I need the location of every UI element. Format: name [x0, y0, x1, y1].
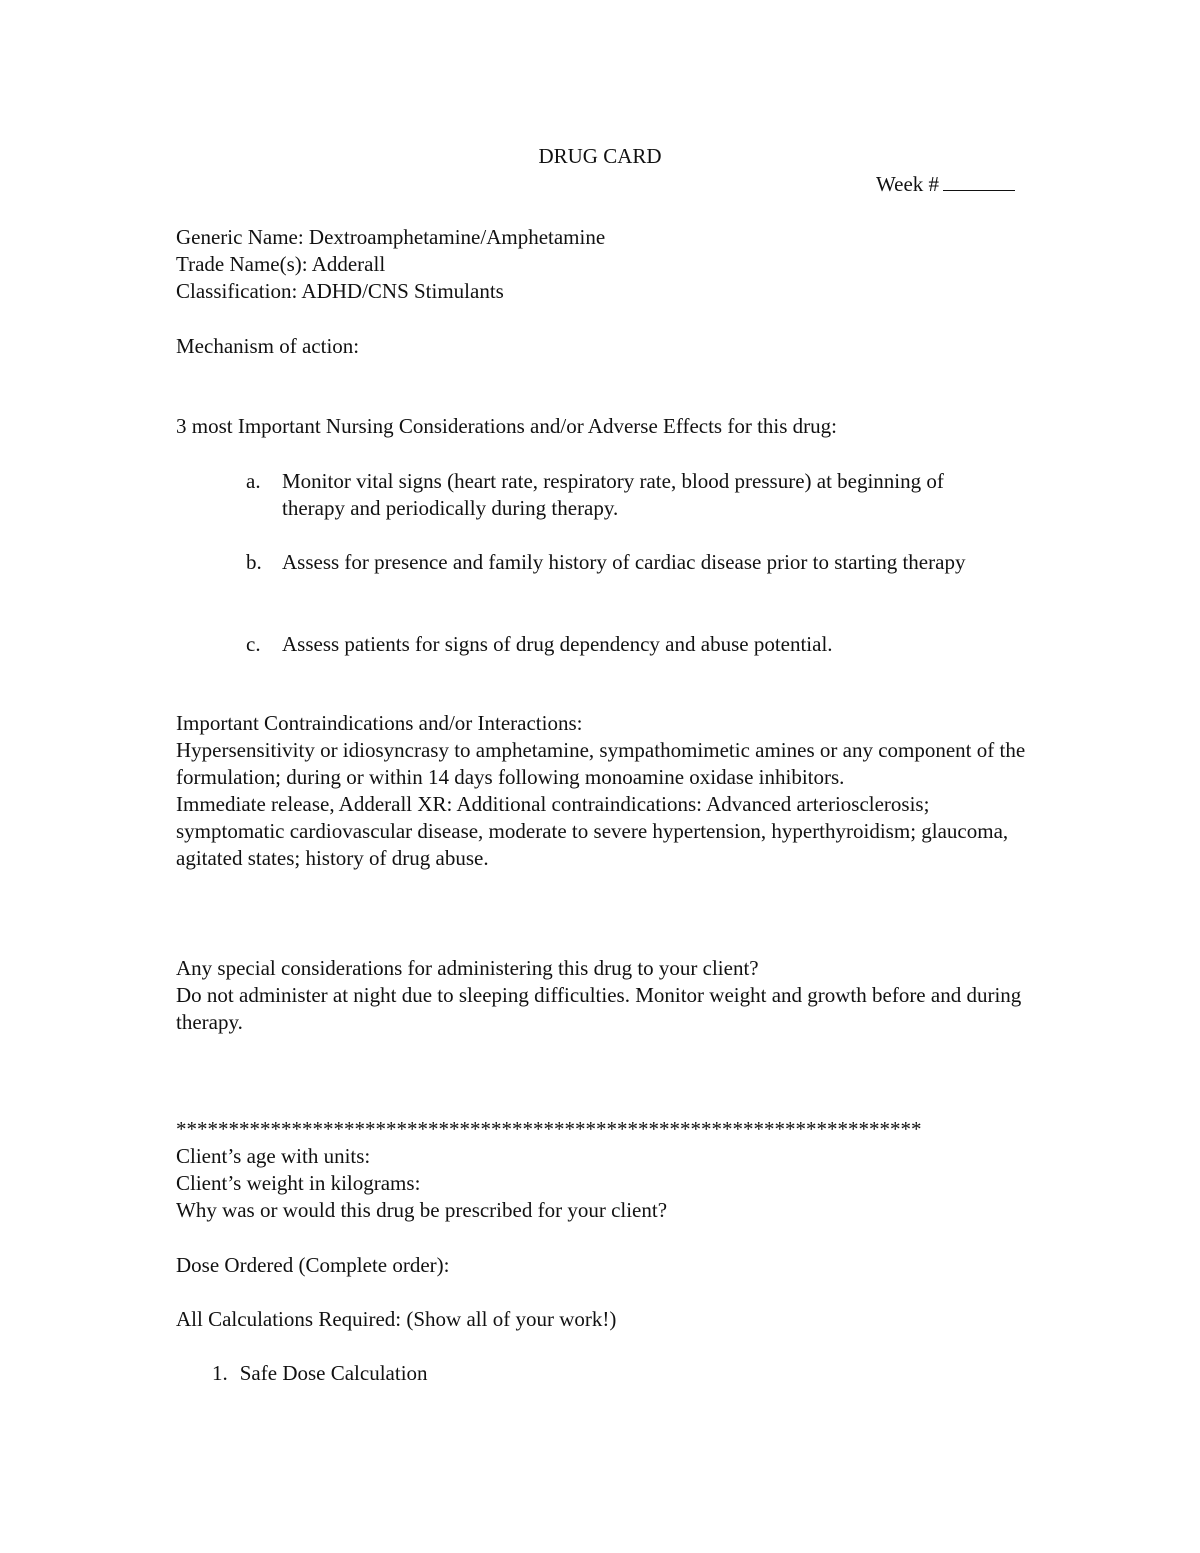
generic-name: Generic Name: Dextroamphetamine/Amphetamine	[176, 225, 606, 249]
list-marker: c.	[246, 632, 261, 656]
contraindications-section	[176, 710, 1036, 872]
week-label: Week #	[876, 172, 940, 196]
contraindications-additional-text: Immediate release, Adderall XR: Additional contraindications: Advanced arteriosclerosis; symptomatic cardiovascular disease, moderate to severe hypertension, hyperthyroidism; glaucoma, agitated states; history of drug abuse.	[176, 792, 1009, 870]
week-number-field	[876, 170, 1015, 198]
section-divider: ***********************************************************************	[176, 1117, 922, 1141]
week-blank-line[interactable]	[943, 170, 1015, 191]
dose-ordered: Dose Ordered (Complete order):	[176, 1253, 450, 1277]
calculation-item-text: Safe Dose Calculation	[239, 1361, 428, 1385]
nursing-item-text: Assess patients for signs of drug dependency and abuse potential.	[282, 632, 833, 656]
list-marker: a.	[246, 469, 261, 493]
nursing-item	[246, 631, 1006, 658]
client-reason: Why was or would this drug be prescribed for your client?	[176, 1198, 668, 1222]
trade-name: Trade Name(s): Adderall	[176, 252, 386, 276]
nursing-item	[246, 549, 1006, 576]
mechanism-of-action: Mechanism of action:	[176, 334, 360, 358]
special-considerations-text: Do not administer at night due to sleeping difficulties. Monitor weight and growth before and during therapy.	[176, 983, 1022, 1034]
list-marker: b.	[246, 550, 262, 574]
nursing-item-text: Monitor vital signs (heart rate, respiratory rate, blood pressure) at beginning of therapy and periodically during therapy.	[282, 469, 944, 520]
special-considerations-heading: Any special considerations for administering this drug to your client?	[176, 956, 759, 980]
contraindications-text: Hypersensitivity or idiosyncrasy to amphetamine, sympathomimetic amines or any component of the formulation; during or within 14 days following monoamine oxidase inhibitors.	[176, 738, 1026, 789]
calculation-item	[212, 1360, 428, 1387]
special-considerations-section	[176, 955, 1036, 1036]
nursing-item	[246, 468, 1006, 522]
nursing-considerations-heading: 3 most Important Nursing Considerations and/or Adverse Effects for this drug:	[176, 414, 838, 438]
page-title: DRUG CARD	[538, 144, 662, 168]
classification: Classification: ADHD/CNS Stimulants	[176, 279, 504, 303]
contraindications-heading: Important Contraindications and/or Interactions:	[176, 711, 583, 735]
list-marker: 1.	[212, 1361, 228, 1385]
nursing-item-text: Assess for presence and family history of cardiac disease prior to starting therapy	[282, 550, 966, 574]
client-age: Client’s age with units:	[176, 1144, 371, 1168]
calculations-required: All Calculations Required: (Show all of your work!)	[176, 1307, 617, 1331]
client-weight: Client’s weight in kilograms:	[176, 1171, 421, 1195]
